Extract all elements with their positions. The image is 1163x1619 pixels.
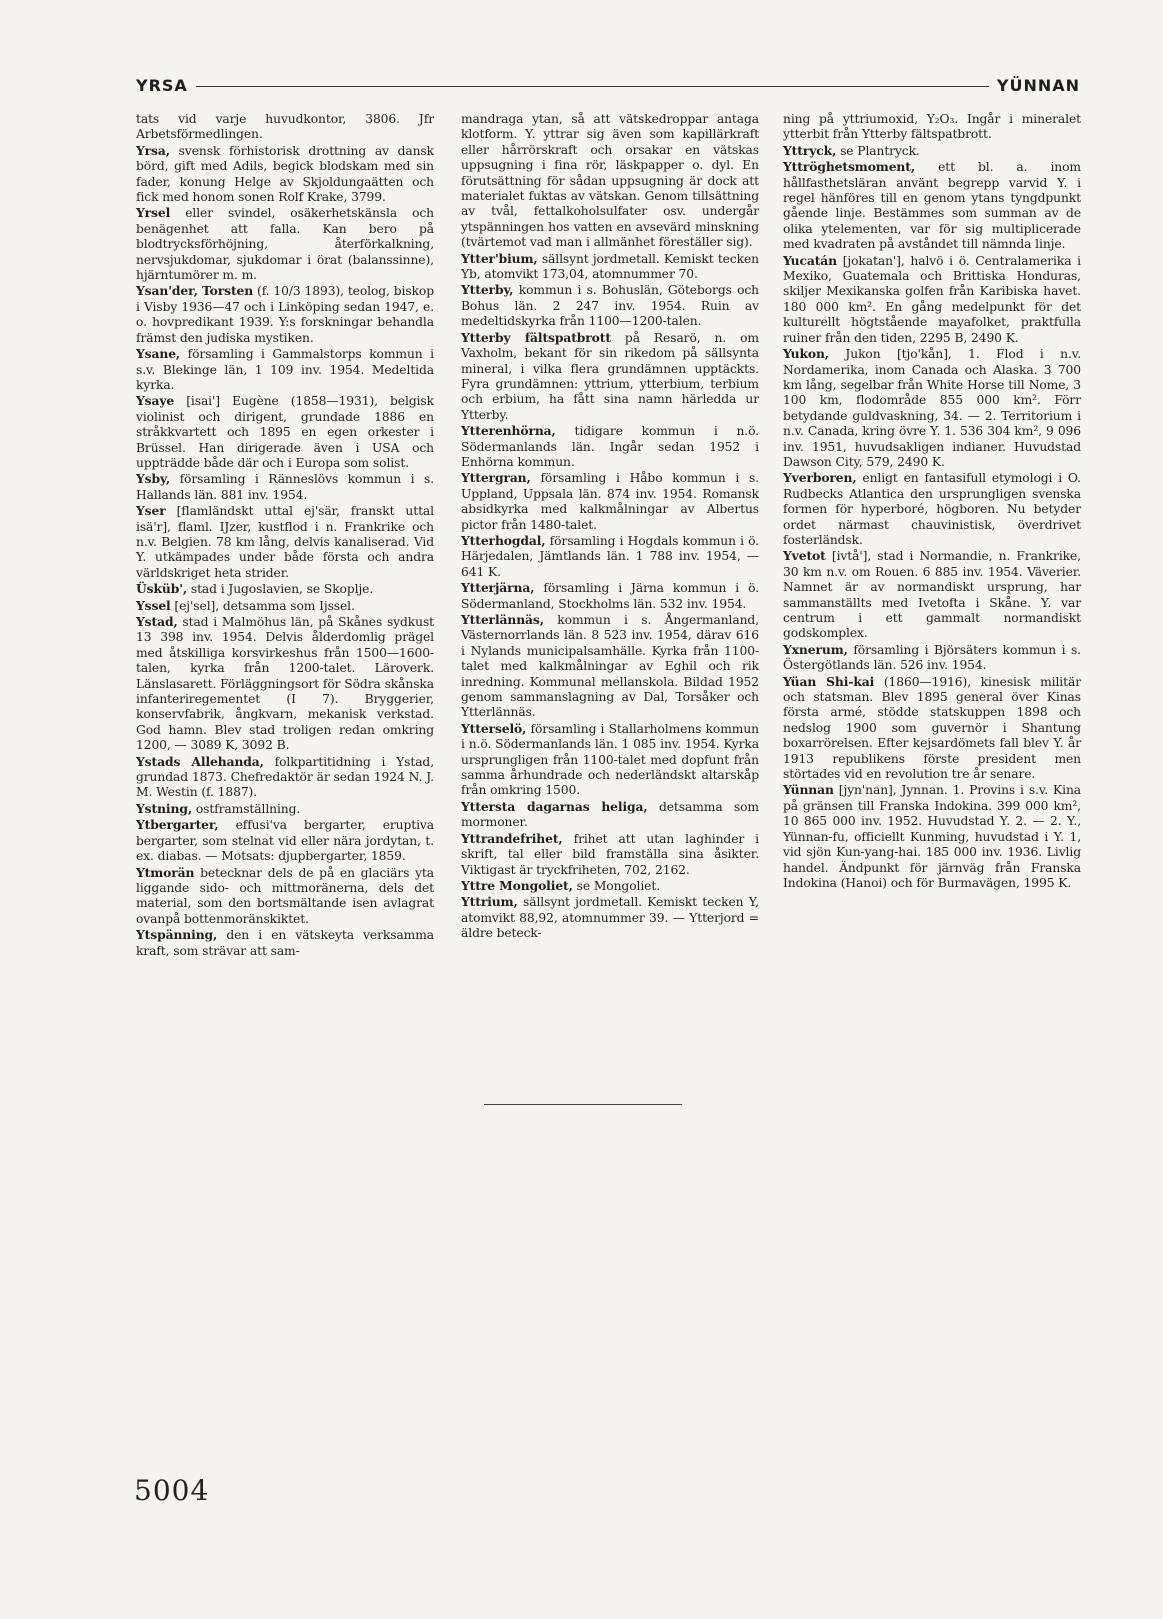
dictionary-entry bbox=[783, 143, 1081, 159]
dictionary-entry bbox=[783, 112, 1081, 143]
dictionary-entry bbox=[461, 112, 759, 251]
dictionary-entry bbox=[461, 894, 759, 941]
entry-headword: Yttrandefrihet, bbox=[461, 830, 563, 846]
entry-text: effusi'va bergarter, eruptiva bergarter, som stelnat vid eller nära jordytan, t. ex. diabas. — Motsats: djupbergarter, 1859. bbox=[136, 818, 434, 864]
entry-text: sällsynt jordmetall. Kemiskt tecken Yb, atomvikt 173,04, atomnummer 70. bbox=[461, 251, 759, 282]
entry-headword: Yttröghetsmoment, bbox=[783, 159, 916, 175]
entry-text: [jokatan'], halvö i ö. Centralamerika i Mexiko, Guatemala och Brittiska Honduras, skiljer Mexikanska golfen från Karibiska havet. 180 000 km². En gång medelpunkt för det kulturellt högtstående mayafolket, praktfulla ruiner från den tiden, 2295 B, 2490 K. bbox=[783, 253, 1081, 345]
running-head-right: YÜNNAN bbox=[996, 75, 1080, 95]
entry-headword: Ystad, bbox=[136, 614, 178, 629]
entry-text: se Mongoliet. bbox=[572, 878, 661, 893]
dictionary-entry bbox=[783, 674, 1081, 783]
entry-headword: Yttersta dagarnas heliga, bbox=[461, 798, 648, 814]
entry-text: ning på yttriumoxid, Y₂O₃. Ingår i mineralet ytterbit från Ytterby fältspatbrott. bbox=[783, 112, 1081, 142]
dictionary-entry bbox=[783, 642, 1081, 674]
running-head-left: YRSA bbox=[136, 75, 188, 95]
dictionary-entry bbox=[136, 503, 434, 581]
entry-text: se Plantryck. bbox=[836, 143, 920, 158]
entry-headword: Yucatán bbox=[783, 252, 837, 268]
entry-text: tats vid varje huvudkontor, 3806. Jfr Arbetsförmedlingen. bbox=[136, 112, 434, 142]
entry-text: detsamma som mormoner. bbox=[461, 799, 759, 830]
dictionary-entry bbox=[136, 817, 434, 864]
entry-text: församling i Ränneslövs kommun i s. Hallands län. 881 inv. 1954. bbox=[136, 472, 434, 502]
entry-text: [ivtå'], stad i Normandie, n. Frankrike, 30 km n.v. om Rouen. 6 885 inv. 1954. Väverier. Namnet är av normandiskt ursprung, har sammanställts med Ivetofta i Skåne. Y. var centrum i ett gammalt normandiskt godskomplex. bbox=[783, 549, 1081, 641]
entry-text: svensk förhistorisk drottning av dansk börd, gift med Adils, begick blodskam med sin fader, konung Helge av Skjoldungaätten och fick med honom sonen Rolf Krake, 3799. bbox=[136, 143, 434, 205]
header-rule bbox=[196, 86, 989, 87]
entry-headword: Ysby, bbox=[136, 471, 171, 487]
column-1 bbox=[136, 112, 434, 959]
entry-headword: Ytterby, bbox=[461, 282, 514, 298]
entry-headword: Ytspänning, bbox=[136, 927, 218, 943]
dictionary-entry bbox=[136, 614, 434, 754]
entry-headword: Yrsa, bbox=[136, 142, 170, 158]
entry-text: kommun i s. Ångermanland, Västernorrlands län. 8 523 inv. 1954, därav 616 i Nylands municipalsamhälle. Kyrka från 1100-talet med kalkmålningar av Eghil och rik inredning. Kommunal mellanskola. Bildad 1952 genom sammanslagning av Dal, Torsåker och Ytterlännäs. bbox=[461, 613, 759, 720]
dictionary-entry bbox=[461, 533, 759, 580]
dictionary-entry bbox=[136, 754, 434, 801]
entry-text: den i en vätskeyta verksamma kraft, som strävar att sam- bbox=[136, 928, 434, 958]
dictionary-entry bbox=[136, 927, 434, 959]
entry-headword: Ytmorän bbox=[136, 864, 195, 880]
dictionary-entry bbox=[461, 423, 759, 470]
entry-headword: Ytterenhörna, bbox=[461, 423, 556, 439]
end-rule bbox=[484, 1104, 682, 1105]
dictionary-entry bbox=[136, 205, 434, 283]
dictionary-entry bbox=[136, 143, 434, 206]
entry-text: [jyn'nan], Jynnan. 1. Provins i s.v. Kina på gränsen till Franska Indokina. 399 000 km², 10 865 000 inv. 1952. Huvudstad Y. 2. — 2. Y., Yünnan-fu, officiellt Kunming, huvudstad i Y. 1, vid sjön Kun-yang-hai. 185 000 inv. 1936. Livlig handel. Ändpunkt för järnväg från Franska Indokina (Hanoi) och för Burmavägen, 1995 K. bbox=[783, 783, 1081, 890]
entry-headword: Ytterlännäs, bbox=[461, 612, 544, 627]
entry-text: frihet att utan laghinder i skrift, tal eller bild framställa sina åsikter. Viktigast är tryckfriheten, 702, 2162. bbox=[461, 831, 759, 877]
entry-text: tidigare kommun i n.ö. Södermanlands län. Ingår sedan 1952 i Enhörna kommun. bbox=[461, 424, 759, 469]
entry-headword: Yvetot bbox=[783, 548, 826, 564]
entry-headword: Ysaye bbox=[136, 393, 175, 409]
entry-text: Jukon [tjo'kån], 1. Flod i n.v. Nordamerika, inom Canada och Alaska. 3 700 km lång, segelbar från White Horse till Nome, 3 100 km, flodområde 855 000 km². Förr betydande guldvaskning, 34. — 2. Territorium i n.v. Canada, kring övre Y. 1. 536 304 km², 9 096 inv. 1951, huvudsakligen indianer. Huvudstad Dawson City, 579, 2490 K. bbox=[783, 347, 1081, 469]
entry-text: församling i Håbo kommun i s. Uppland, Uppsala län. 874 inv. 1954. Romansk absidkyrka med kalkmålningar av Albertus pictor från 1480-talet. bbox=[461, 471, 759, 532]
entry-text: sällsynt jordmetall. Kemiskt tecken Y, atomvikt 88,92, atomnummer 39. — Ytterjord = äldre beteck- bbox=[461, 895, 759, 941]
entry-text: församling i Järna kommun i ö. Södermanland, Stockholms län. 532 inv. 1954. bbox=[461, 581, 759, 611]
dictionary-entry bbox=[461, 282, 759, 329]
entry-headword: Ystads Allehanda, bbox=[136, 753, 264, 769]
dictionary-entry bbox=[783, 253, 1081, 346]
entry-headword: Yttre Mongoliet, bbox=[461, 877, 573, 893]
entry-headword: Yttryck, bbox=[783, 142, 837, 158]
entry-headword: Yser bbox=[136, 503, 166, 519]
dictionary-entry bbox=[461, 799, 759, 831]
dictionary-entry bbox=[136, 393, 434, 471]
dictionary-entry bbox=[461, 580, 759, 612]
dictionary-entry bbox=[461, 612, 759, 721]
entry-headword: Yssel bbox=[136, 597, 171, 613]
dictionary-entry bbox=[461, 721, 759, 799]
entry-text: eller svindel, osäkerhetskänsla och benägenhet att falla. Kan bero på blodtrycksförhöjning, återförkalkning, nervsjukdomar, sjukdomar i örat (balanssinne), hjärntumörer m. m. bbox=[136, 206, 434, 283]
entry-text: på Resarö, n. om Vaxholm, bekant för sin rikedom på sällsynta mineral, i vilka flera grundämnen upptäckts. Fyra grundämnen: yttrium, ytterbium, terbium och erbium, ha fått sina namn härledda ur Ytterby. bbox=[461, 330, 759, 422]
entry-text: stad i Jugoslavien, se Skoplje. bbox=[187, 582, 374, 597]
entry-text: mandraga ytan, så att vätskedroppar antaga klotform. Y. yttrar sig även som kapillärkraft eller hårrörskraft och orsakar en vätskas uppsugning i fina rör, läskpapper o. dyl. En förutsättning för sådan uppsugning är dock att materialet fuktas av vätskan. Genom tillsättning av tvål, fettalkoholsulfater osv. undergår ytspänningen hos vatten en avsevärd minskning (tvärtemot vad man i allmänhet föreställer sig). bbox=[461, 112, 759, 250]
dictionary-entry bbox=[136, 598, 434, 614]
entry-text: församling i Stallarholmens kommun i n.ö. Södermanlands län. 1 085 inv. 1954. Kyrka ursprungligen från 1100-talet med dopfunt från samma århundrade och nederländskt altarskåp från omkring 1500. bbox=[461, 721, 759, 798]
entry-headword: Ytbergarter, bbox=[136, 817, 219, 833]
dictionary-entry bbox=[783, 159, 1081, 252]
page-number: 5004 bbox=[134, 1474, 210, 1507]
dictionary-entry bbox=[461, 878, 759, 894]
dictionary-entry bbox=[783, 470, 1081, 548]
entry-text: [ej'sel], detsamma som Ijssel. bbox=[170, 598, 355, 613]
dictionary-entry bbox=[461, 831, 759, 878]
entry-headword: Ystning, bbox=[136, 800, 193, 816]
entry-text: församling i Hogdals kommun i ö. Härjedalen, Jämtlands län. 1 788 inv. 1954, — 641 K. bbox=[461, 533, 759, 579]
entry-text: församling i Gammalstorps kommun i s.v. Blekinge län, 1 109 inv. 1954. Medeltida kyrka. bbox=[136, 347, 434, 392]
entry-text: kommun i s. Bohuslän, Göteborgs och Bohus län. 2 247 inv. 1954. Ruin av medeltidskyrka från 1100—1200-talen. bbox=[461, 283, 759, 329]
entry-text: [isai'] Eugène (1858—1931), belgisk violinist och dirigent, grundade 1886 en stråkkvartett och 1895 en egen orkester i Brüssel. Han dirigerade även i USA och uppträdde både där och i Europa som solist. bbox=[136, 394, 434, 470]
entry-text: ett bl. a. inom hållfasthetsläran använt begrepp varvid Y. i regel hänföres till en genom ytans tyngdpunkt gående linje. Bestämmes som summan av de olika ytelementen, var för sig multiplicerade med kvadraten på avståndet till nämnda linje. bbox=[783, 160, 1081, 252]
dictionary-entry bbox=[136, 471, 434, 503]
entry-text: ostframställning. bbox=[192, 801, 301, 816]
entry-text: stad i Malmöhus län, på Skånes sydkust 13 398 inv. 1954. Delvis ålderdomlig prägel med åtskilliga korsvirkeshus från 1500—1600-talen, kyrka från 1200-talet. Läroverk. Länslasarett. Förläggningsort för Södra skånska infanteriregementet (I 7). Bryggerier, konservfabrik, ångkvarn, mekanisk verkstad. God hamn. Blev stad troligen redan omkring 1200, — 3089 K, 3092 B. bbox=[136, 615, 434, 753]
entry-headword: Yüan Shi-kai bbox=[783, 673, 875, 689]
dictionary-entry bbox=[461, 330, 759, 423]
entry-headword: Yverboren, bbox=[783, 470, 857, 486]
dictionary-entry bbox=[136, 865, 434, 928]
dictionary-entry bbox=[783, 548, 1081, 641]
entry-text: folkpartitidning i Ystad, grundad 1873. Chefredaktör är sedan 1924 N. J. M. Westin (f. 1887). bbox=[136, 754, 434, 800]
entry-headword: Ytterjärna, bbox=[461, 580, 535, 596]
entry-headword: Yxnerum, bbox=[783, 641, 848, 657]
dictionary-entry bbox=[783, 782, 1081, 891]
entry-headword: Ytter'bium, bbox=[461, 250, 538, 266]
entry-text: församling i Björsäters kommun i s. Östergötlands län. 526 inv. 1954. bbox=[783, 642, 1081, 673]
entry-headword: Ytterby fältspatbrott bbox=[461, 329, 611, 345]
entry-headword: Yttergran, bbox=[461, 470, 531, 486]
dictionary-entry bbox=[136, 346, 434, 393]
running-head bbox=[136, 74, 1080, 96]
entry-headword: Ysan'der, Torsten bbox=[136, 283, 254, 299]
entry-headword: Yrsel bbox=[136, 205, 171, 221]
entry-headword: Yttrium, bbox=[461, 894, 518, 910]
dictionary-entry bbox=[461, 470, 759, 533]
dictionary-entry bbox=[136, 801, 434, 817]
entry-text: (f. 10/3 1893), teolog, biskop i Visby 1936—47 och i Linköping sedan 1947, e. o. hovpredikant 1939. Y:s forskningar behandla främst den judiska mystiken. bbox=[136, 284, 435, 345]
dictionary-entry bbox=[461, 251, 759, 283]
entry-text: enligt en fantasifull etymologi i O. Rudbecks Atlantica den ursprungligen svenska formen för hyperboré, högboren. Nu betyder ordet närmast chauvinistisk, överdrivet fosterländsk. bbox=[783, 471, 1081, 547]
entry-headword: Ysane, bbox=[136, 346, 181, 362]
column-3 bbox=[783, 112, 1081, 891]
dictionary-entry bbox=[136, 581, 434, 597]
entry-headword: Yukon, bbox=[783, 346, 829, 362]
entry-headword: Ytterselö, bbox=[461, 720, 527, 736]
entry-headword: Yünnan bbox=[783, 782, 834, 798]
entry-text: (1860—1916), kinesisk militär och statsman. Blev 1895 general över Kinas första armé, stödde statskuppen 1898 och nedslog 1900 som guvernör i Shantung boxarrörelsen. Efter kejsardömets fall blev Y. år 1913 republikens förste president men störtades vid en revolution tre år senare. bbox=[783, 674, 1081, 782]
entry-headword: Ytterhogdal, bbox=[461, 532, 546, 548]
entry-headword: Üsküb', bbox=[136, 581, 188, 597]
dictionary-entry bbox=[783, 346, 1081, 470]
dictionary-entry bbox=[136, 283, 434, 346]
column-2 bbox=[461, 112, 759, 942]
dictionary-entry bbox=[136, 112, 434, 143]
entry-text: [flamländskt uttal ej'sär, franskt uttal isä'r], flaml. IJzer, kustflod i n. Frankrike och n.v. Belgien. 78 km lång, delvis kanaliserad. Vid Y. utkämpades under både första och andra världskriget heta strider. bbox=[136, 504, 434, 580]
entry-text: betecknar dels de på en glaciärs yta liggande sido- och mittmoränerna, dels det material, som den bortsmältande isen avlagrat ovanpå bottenmoränskiktet. bbox=[136, 865, 434, 926]
